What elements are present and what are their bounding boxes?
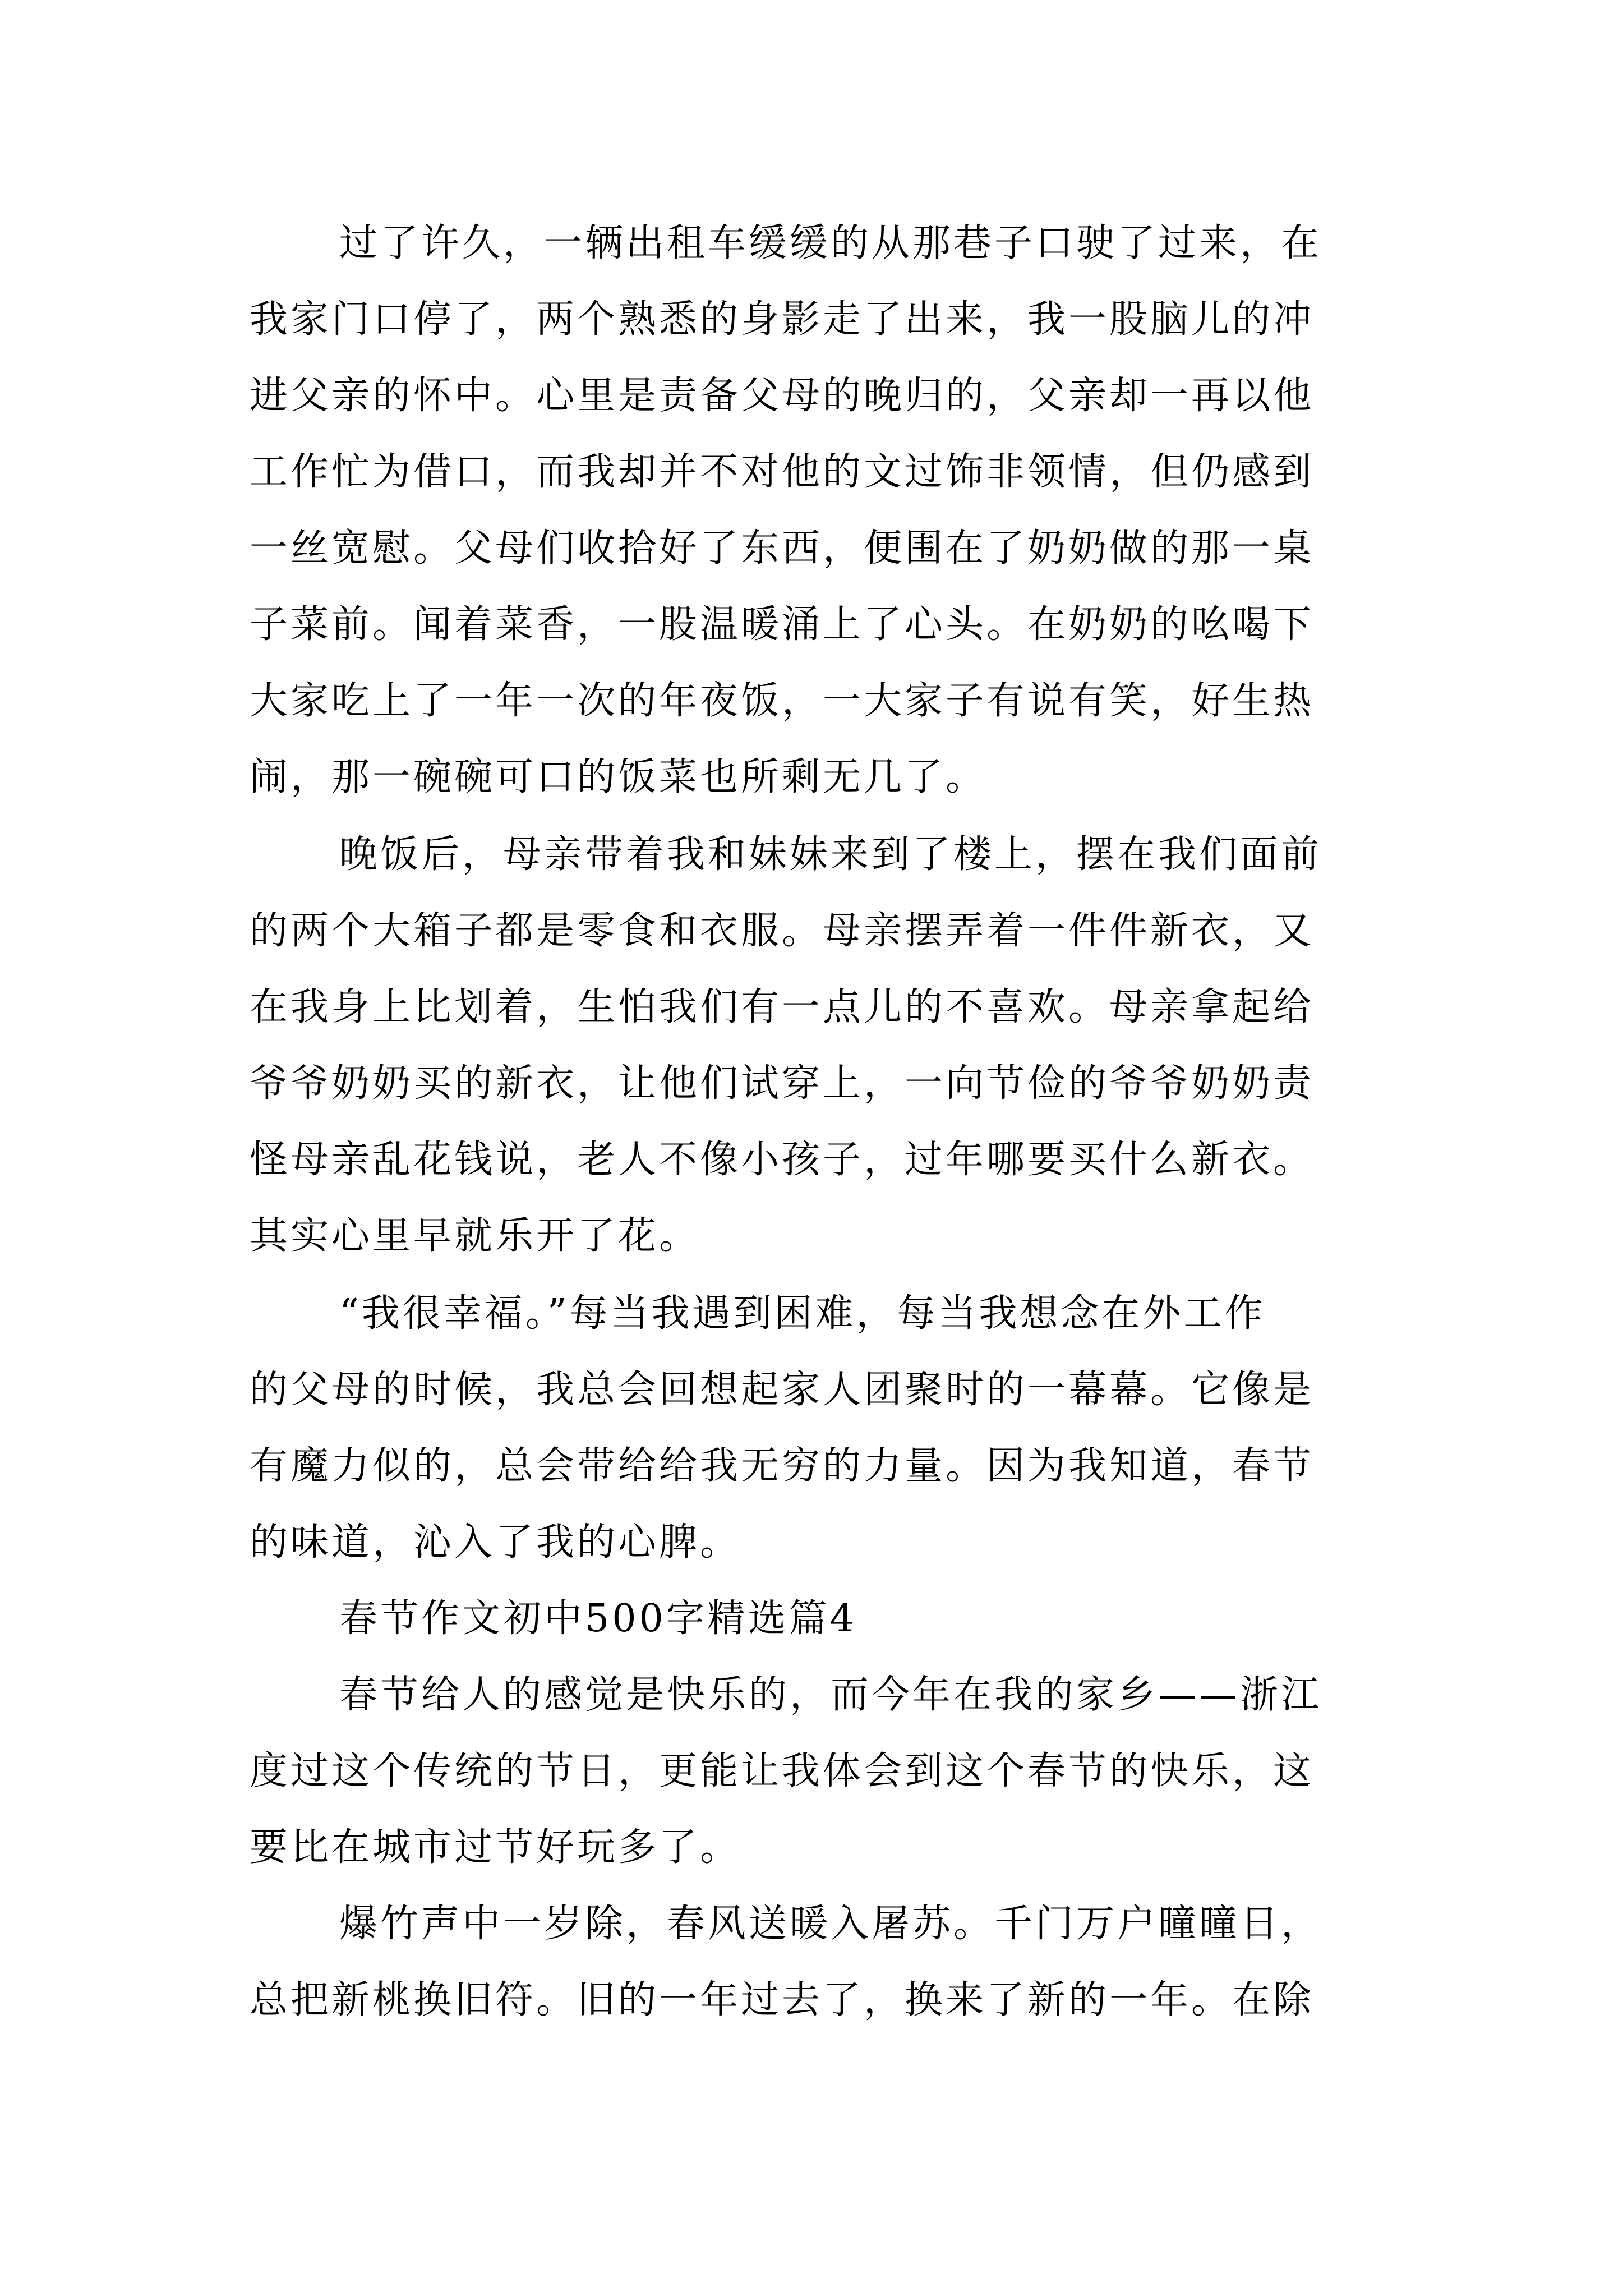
paragraph-line: 其实心里早就乐开了花。: [250, 1214, 700, 1258]
paragraph-line: 子菜前。闻着菜香，一股温暖涌上了心头。在奶奶的吆喝下: [250, 602, 1315, 647]
paragraph-line: 爷爷奶奶买的新衣，让他们试穿上，一向节俭的爷爷奶奶责: [250, 1061, 1315, 1106]
paragraph-line: 的两个大箱子都是零食和衣服。母亲摆弄着一件件新衣，又: [250, 909, 1315, 953]
paragraph-line: 一丝宽慰。父母们收拾好了东西，便围在了奶奶做的那一桌: [250, 526, 1315, 570]
paragraph-line: 闹，那一碗碗可口的饭菜也所剩无几了。: [250, 755, 987, 799]
paragraph-line: 总把新桃换旧符。旧的一年过去了，换来了新的一年。在除: [250, 1978, 1315, 2022]
paragraph-line: 春节给人的感觉是快乐的，而今年在我的家乡——浙江: [339, 1673, 1322, 1717]
paragraph-line: 进父亲的怀中。心里是责备父母的晚归的，父亲却一再以他: [250, 374, 1315, 418]
paragraph-line: 有魔力似的，总会带给给我无穷的力量。因为我知道，春节: [250, 1444, 1315, 1488]
paragraph-line: 怪母亲乱花钱说，老人不像小孩子，过年哪要买什么新衣。: [250, 1138, 1315, 1182]
paragraph-line: 的父母的时候，我总会回想起家人团聚时的一幕幕。它像是: [250, 1368, 1315, 1412]
paragraph-line: 的味道，沁入了我的心脾。: [250, 1520, 741, 1565]
section-heading: 春节作文初中500字精选篇4: [339, 1596, 857, 1641]
paragraph-line: 要比在城市过节好玩多了。: [250, 1825, 741, 1870]
paragraph-line: 大家吃上了一年一次的年夜饭，一大家子有说有笑，好生热: [250, 679, 1315, 723]
paragraph-line: 爆竹声中一岁除，春风送暖入屠苏。千门万户曈曈日，: [339, 1902, 1322, 1946]
paragraph-line: 工作忙为借口，而我却并不对他的文过饰非领情，但仍感到: [250, 450, 1315, 494]
paragraph-line: 度过这个传统的节日，更能让我体会到这个春节的快乐，这: [250, 1749, 1315, 1793]
paragraph-line: 晚饭后，母亲带着我和妹妹来到了楼上，摆在我们面前: [339, 832, 1322, 877]
paragraph-line: 在我身上比划着，生怕我们有一点儿的不喜欢。母亲拿起给: [250, 985, 1315, 1029]
paragraph-line: 我家门口停了，两个熟悉的身影走了出来，我一股脑儿的冲: [250, 297, 1315, 342]
paragraph-line: 过了许久，一辆出租车缓缓的从那巷子口驶了过来，在: [339, 221, 1322, 265]
paragraph-line: “我很幸福。”每当我遇到困难，每当我想念在外工作: [339, 1291, 1266, 1336]
